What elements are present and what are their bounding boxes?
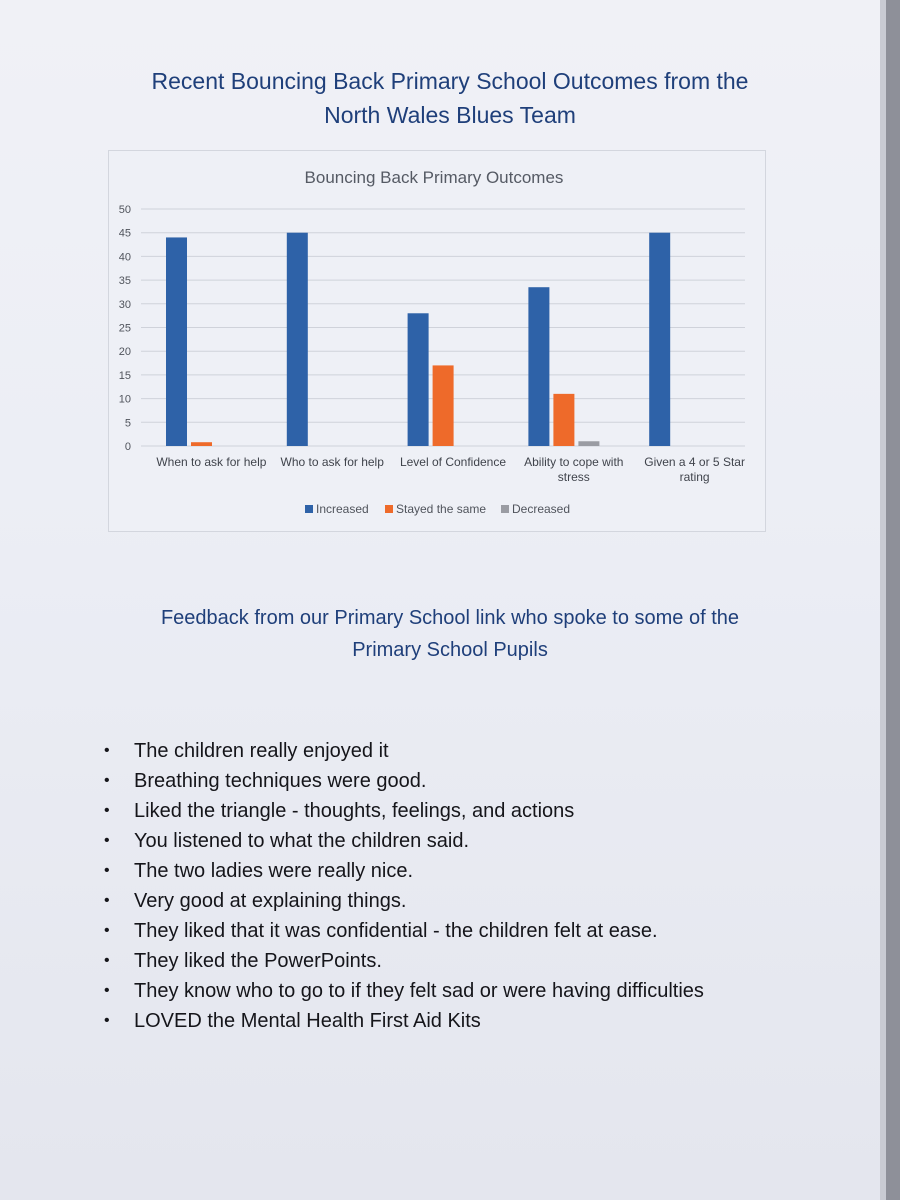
y-tick-label: 15 (118, 369, 131, 382)
background-edge (886, 0, 900, 1200)
page-title (90, 64, 810, 132)
legend-label: Decreased (512, 502, 571, 516)
legend-label: Stayed the same (396, 502, 487, 516)
legend-label: Increased (316, 502, 369, 516)
feedback-heading-line-2: Primary School Pupils (352, 639, 548, 661)
legend-swatch (385, 505, 393, 513)
list-item: • They know who to go to if they felt sad or were having difficulties (100, 976, 820, 1006)
y-tick-label: 5 (124, 417, 131, 430)
bar-increased (528, 287, 549, 446)
y-tick-label: 10 (118, 393, 131, 406)
feedback-heading-line-1: Feedback from our Primary School link who spoke to some of the (160, 607, 740, 629)
bar-stayed-the-same (191, 442, 212, 446)
title-line-2: North Wales Blues Team (324, 102, 576, 128)
list-item: • You listened to what the children said. (100, 826, 820, 856)
list-item: • The two ladies were really nice. (100, 856, 820, 886)
feedback-list (100, 736, 820, 1036)
x-tick-label: Ability to cope with (524, 455, 624, 469)
chart-title: Bouncing Back Primary Outcomes (304, 168, 564, 187)
bar-increased (166, 237, 187, 446)
y-tick-label: 40 (118, 251, 131, 264)
bar-increased (408, 313, 429, 446)
list-item: • LOVED the Mental Health First Aid Kits (100, 1006, 820, 1036)
bar-increased (287, 233, 308, 446)
list-item: • Liked the triangle - thoughts, feelings, and actions (100, 796, 820, 826)
x-tick-label: Who to ask for help (280, 455, 384, 469)
bar-decreased (578, 441, 599, 446)
bar-increased (649, 233, 670, 446)
legend-swatch (305, 505, 313, 513)
chart-panel (108, 150, 766, 532)
y-tick-label: 0 (124, 441, 131, 453)
y-tick-label: 25 (118, 322, 131, 335)
bar-chart (109, 151, 765, 531)
list-item: • The children really enjoyed it (100, 736, 820, 766)
list-item: • Breathing techniques were good. (100, 766, 820, 796)
x-tick-label: Given a 4 or 5 Star (644, 455, 745, 469)
y-tick-label: 20 (118, 346, 131, 359)
list-item: • They liked the PowerPoints. (100, 946, 820, 976)
x-tick-label: stress (557, 470, 590, 484)
feedback-heading (80, 602, 820, 666)
bar-stayed-the-same (433, 365, 454, 446)
x-tick-label: Level of Confidence (399, 455, 507, 469)
title-line-1: Recent Bouncing Back Primary School Outcomes from the (151, 68, 749, 94)
list-item: • Very good at explaining things. (100, 886, 820, 916)
y-tick-label: 35 (118, 275, 131, 288)
y-tick-label: 30 (118, 298, 131, 311)
legend-swatch (501, 505, 509, 513)
bar-stayed-the-same (553, 394, 574, 446)
y-tick-label: 45 (118, 227, 131, 240)
x-tick-label: When to ask for help (156, 455, 267, 469)
list-item: • They liked that it was confidential - the children felt at ease. (100, 916, 820, 946)
x-tick-label: rating (679, 470, 710, 484)
y-tick-label: 50 (118, 204, 131, 216)
